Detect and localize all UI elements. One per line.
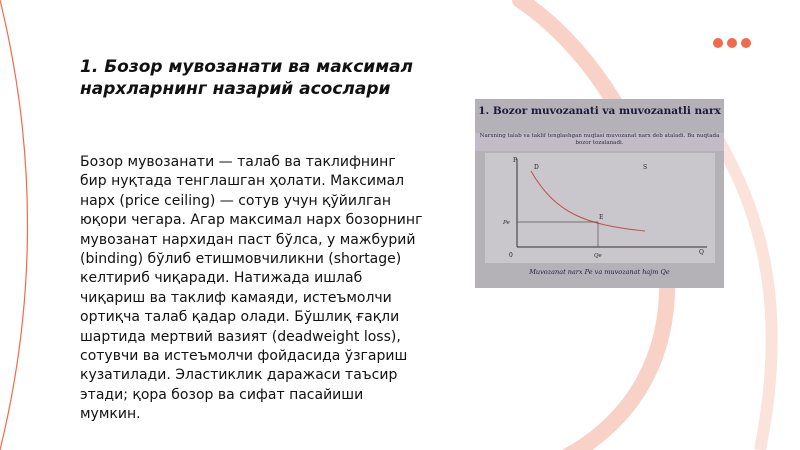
origin-label: 0 [509,252,513,259]
decorative-dots [713,38,751,48]
dot-icon [727,38,737,48]
pe-label: Pe [503,220,510,226]
equilibrium-figure [475,99,724,288]
equilibrium-label: E [599,214,604,221]
supply-demand-diagram [485,153,715,263]
dot-icon [713,38,723,48]
dot-icon [741,38,751,48]
axis-q-label: Q [699,249,704,256]
demand-label: D [534,164,539,171]
axis-p-label: P [513,157,518,164]
supply-label: S [643,164,648,171]
slide-body-text: Бозор мувозанати — талаб ва таклифнинг бир нуқтада тенглашган ҳолати. Максимал нарх (price ceiling) — сотув учун қўйилган юқори чегара. Агар максимал нарх бозорнинг мувозанат нархидан паст бўлса, у мажбурий (binding) бўлиб етишмовчиликни (shortage) келтириб чиқаради. Натижада ишлаб чиқариш ва таклиф камаяди, истеъмолчи ортиқча талаб қадар олади. Бўшлиқ ғақли шартида мертвий вазият (deadweight loss), сотувчи ва истеъмолчи фойдасида ўзгариш кузатилади. Эластиклик даражаси таъсир этади; қора бозор ва сифат пасайиши мумкин. [80,154,423,423]
figure-title: 1. Bozor muvozanati va muvozanatli narx [478,105,721,117]
figure-note: Muvozanat narx Pe va muvozanat hajm Qe [529,268,670,276]
figure-caption: Narxning talab va taklif tenglashgan nuqtasi muvozanat narx deb ataladi. Bu nuqtada bozor tozalanadi. [475,133,724,151]
slide-title: 1. Бозор мувозанати ва максимал нархларнинг назарий асослари [80,57,414,99]
qe-label: Qe [594,253,602,259]
